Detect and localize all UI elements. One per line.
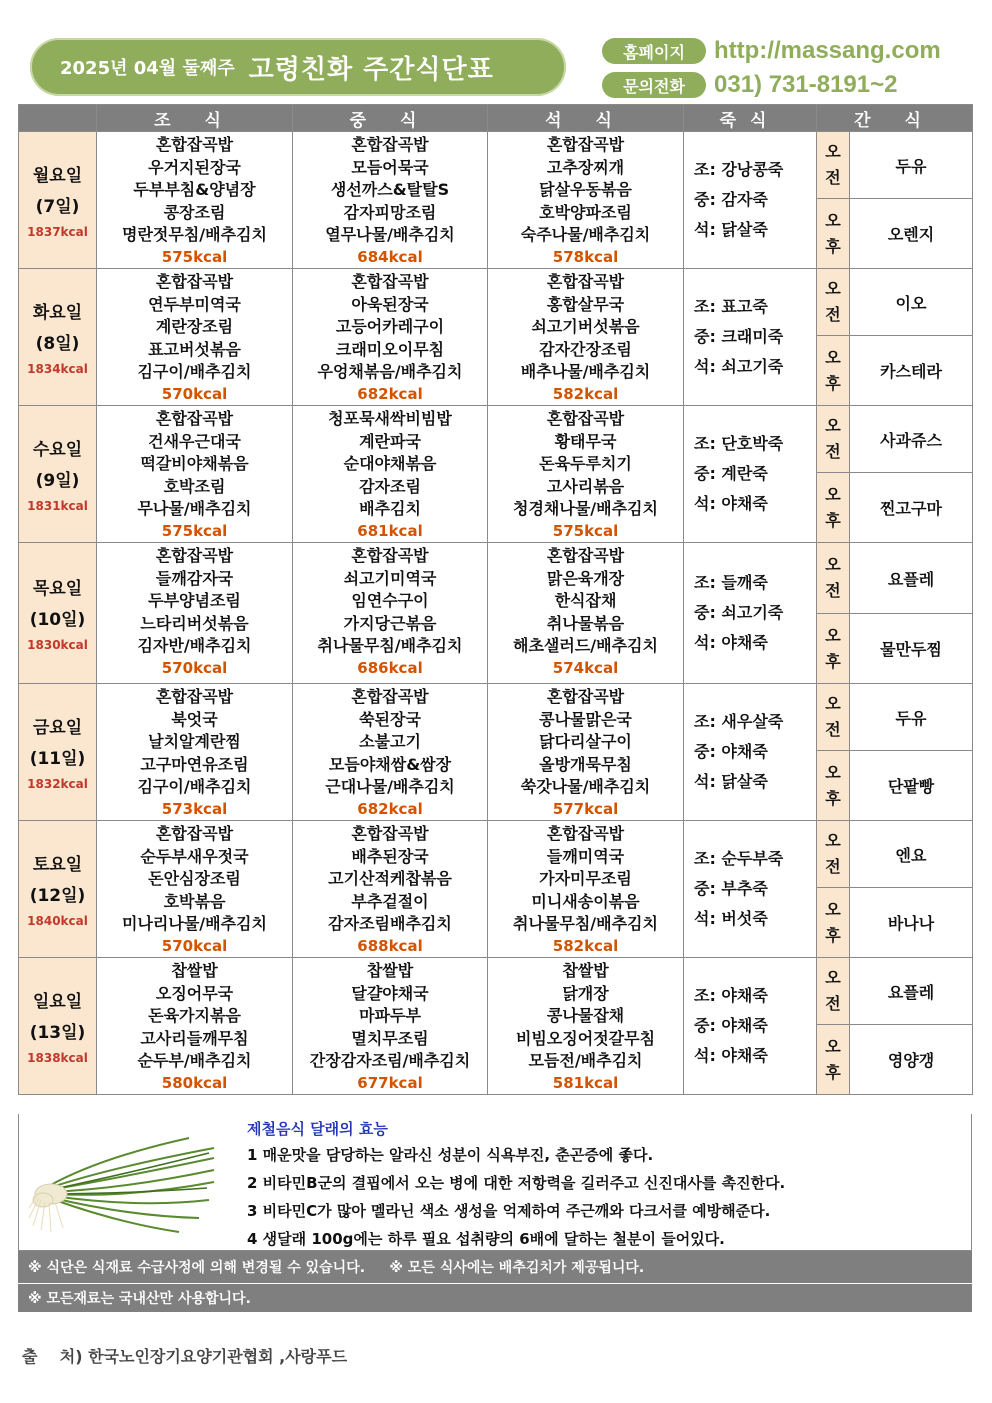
snack-pm: 물만두찜 [850,614,973,684]
menu-item: 혼합잡곡밥 [546,546,625,565]
day-name: 월요일 [32,166,83,186]
header-blank [19,105,97,132]
day-row-am [19,269,973,336]
dinner-cell [488,132,684,269]
pm-label [817,336,850,406]
table-header [19,105,973,132]
notice-text-1: ※ 식단은 식재료 수급사정에 의해 변경될 수 있습니다. ※ 모든 식사에는 배추김치가 제공됩니다. [28,1260,645,1276]
header-porridge: 죽식 [684,105,817,132]
lunch-cell [293,821,488,958]
breakfast-cell [97,958,293,1095]
menu-item: 쑥갓나물/배추김치 [520,777,651,796]
day-row-am [19,684,973,751]
day-cell [19,132,97,269]
meal-kcal: 582kcal [552,384,619,403]
menu-item: 북엇국 [171,709,218,729]
info-line: 1 매운맛을 담당하는 알라신 성분이 식욕부진, 춘곤증에 좋다. [247,1146,654,1164]
porridge-item: 중: 쇠고기죽 [694,603,784,622]
porridge-cell [684,543,817,684]
menu-item: 크래미오이무침 [335,339,445,359]
title-week: 2025년 04월 둘째주 [60,58,235,79]
menu-item: 혼합잡곡밥 [155,546,234,565]
meal-kcal: 570kcal [161,936,228,955]
porridge-item: 조: 들깨죽 [694,573,768,592]
menu-item: 콩나물잡채 [546,1006,625,1025]
notice-text-2: ※ 모든재료는 국내산만 사용합니다. [28,1291,251,1307]
menu-item: 고사리볶음 [546,476,625,496]
homepage-link[interactable]: http://massang.com [714,37,941,64]
menu-item: 모듬야채쌈&쌈장 [328,754,452,774]
menu-item: 쇠고기미역국 [343,568,437,588]
am-label-text: 오 전 [825,694,841,739]
day-cell [19,684,97,821]
menu-item: 호박볶음 [163,891,226,911]
menu-item: 가지당근볶음 [343,613,437,633]
menu-item: 마파두부 [359,1006,421,1025]
am-label-text: 오 전 [825,279,841,324]
day-row-am [19,132,973,199]
menu-item: 찹쌀밥 [171,961,218,980]
meal-kcal: 575kcal [161,521,228,540]
menu-item: 아욱된장국 [351,294,429,314]
porridge-item: 석: 버섯죽 [694,909,768,928]
menu-item: 두부양념조림 [148,591,241,610]
notice-line-2 [18,1284,972,1312]
menu-item: 미나리나물/배추김치 [122,914,267,933]
meal-kcal: 684kcal [357,247,423,266]
am-label-text: 오 전 [825,142,841,187]
menu-item: 한식잡채 [554,591,617,610]
porridge-item: 중: 감자죽 [694,190,768,209]
snack-pm: 찐고구마 [850,473,973,543]
meal-kcal: 682kcal [357,384,423,403]
porridge-item: 석: 닭살죽 [694,772,768,791]
am-label [817,543,850,614]
menu-item: 순대야채볶음 [343,454,437,473]
menu-item: 혼합잡곡밥 [351,546,429,565]
pm-label [817,199,850,269]
am-label-text: 오 전 [825,968,841,1013]
menu-item: 가자미무조림 [539,869,632,888]
porridge-item: 조: 표고죽 [694,297,768,316]
menu-item: 우엉채볶음/배추김치 [317,362,463,381]
lunch-cell [293,684,488,821]
menu-item: 해초샐러드/배추김치 [513,636,658,655]
menu-item: 오징어무국 [155,983,234,1003]
lunch-cell [293,132,488,269]
porridge-cell [684,132,817,269]
porridge-item: 중: 야채죽 [694,742,768,761]
dinner-cell [488,543,684,684]
lunch-cell [293,269,488,406]
menu-item: 계란장조림 [155,317,234,336]
meal-kcal: 686kcal [357,658,423,677]
info-line: 3 비타민C가 많아 멜라닌 색소 생성을 억제하여 주근깨와 다크서클 예방해준다. [247,1202,771,1220]
menu-item: 혼합잡곡밥 [351,135,429,154]
porridge-item: 조: 야채죽 [694,986,768,1005]
porridge-item: 석: 쇠고기죽 [694,357,784,376]
menu-item: 건새우근대국 [148,431,241,451]
meal-kcal: 581kcal [552,1073,619,1092]
menu-item: 쑥된장국 [359,709,421,729]
menu-item: 미니새송이볶음 [531,891,640,911]
day-kcal: 1838kcal [27,1051,88,1065]
menu-item: 고구마연유조림 [140,754,249,774]
pm-label [817,1025,850,1095]
snack-am: 요플레 [850,958,973,1025]
menu-item: 김자반/배추김치 [137,636,252,655]
source-credit: 출 처) 한국노인장기요양기관협회 ,사랑푸드 [22,1347,348,1366]
menu-item: 혼합잡곡밥 [351,272,429,291]
pm-label [817,473,850,543]
menu-item: 소불고기 [359,732,421,751]
pm-label-text: 오 후 [825,1036,841,1082]
breakfast-cell [97,821,293,958]
meal-kcal: 575kcal [552,521,619,540]
day-name: 목요일 [32,579,83,599]
menu-item: 명란젓무침/배추김치 [122,225,267,244]
menu-item: 두부부침&양념장 [133,180,256,199]
menu-item: 멸치무조림 [351,1028,429,1048]
notice-line-1 [18,1251,972,1283]
menu-item: 쇠고기버섯볶음 [531,317,640,336]
phone-label: 문의전화 [602,72,706,98]
menu-item: 맑은육개장 [546,568,625,588]
day-kcal: 1834kcal [27,362,88,376]
title-banner [30,38,566,96]
menu-item: 비빔오징어젓갈무침 [515,1028,656,1048]
header-lunch: 중 식 [293,105,488,132]
menu-item: 숙주나물/배추김치 [520,225,651,244]
menu-item: 임연수구이 [351,591,429,610]
menu-item: 표고버섯볶음 [148,339,241,359]
menu-item: 근대나물/배추김치 [325,777,455,796]
meal-kcal: 688kcal [357,936,423,955]
menu-item: 홍합살무국 [546,294,625,314]
seasonal-food-info [18,1114,972,1251]
wild-chive-image [29,1128,219,1238]
day-cell [19,958,97,1095]
info-line: 4 생달래 100g에는 하루 필요 섭취량의 6배에 달하는 철분이 들어있다. [247,1230,725,1248]
breakfast-cell [97,684,293,821]
pm-label-text: 오 후 [825,347,841,393]
porridge-item: 중: 계란죽 [694,464,768,483]
menu-item: 고추장찌개 [546,157,625,177]
snack-am: 두유 [850,132,973,199]
day-date: (8일) [35,334,80,354]
menu-item: 고사리들깨무침 [140,1028,249,1048]
dinner-cell [488,821,684,958]
snack-pm: 영양갱 [850,1025,973,1095]
pm-label-text: 오 후 [825,484,841,530]
day-row-am [19,406,973,473]
header-dinner: 석 식 [488,105,684,132]
info-line: 2 비타민B군의 결핍에서 오는 병에 대한 저항력을 길러주고 신진대사를 촉진한다. [247,1174,786,1192]
porridge-cell [684,821,817,958]
porridge-cell [684,406,817,543]
menu-item: 콩나물맑은국 [539,709,632,729]
meal-kcal: 570kcal [161,384,228,403]
breakfast-cell [97,406,293,543]
am-label [817,821,850,888]
day-row-am [19,821,973,888]
phone-number: 031) 731-8191~2 [714,71,898,98]
menu-item: 부추겉절이 [351,891,429,911]
menu-item: 계란파국 [359,431,421,451]
snack-am: 엔요 [850,821,973,888]
menu-item: 찹쌀밥 [366,961,414,980]
pm-label-text: 오 후 [825,210,841,256]
porridge-item: 중: 부추죽 [694,879,768,898]
day-date: (7일) [35,197,80,217]
menu-item: 모듬전/배추김치 [528,1051,643,1070]
porridge-item: 석: 야채죽 [694,633,768,652]
breakfast-cell [97,543,293,684]
menu-item: 닭다리살구이 [539,732,632,751]
menu-item: 열무나물/배추김치 [325,225,455,244]
meal-kcal: 582kcal [552,936,619,955]
dinner-cell [488,406,684,543]
meal-kcal: 570kcal [161,658,228,677]
am-label [817,269,850,336]
menu-item: 청포묵새싹비빔밥 [328,409,452,428]
weekly-menu-table [18,104,973,1095]
day-name: 수요일 [32,440,83,460]
menu-item: 취나물볶음 [546,613,625,633]
day-kcal: 1831kcal [27,499,88,513]
menu-item: 취나물무침/배추김치 [513,914,658,933]
porridge-cell [684,958,817,1095]
day-name: 토요일 [32,855,83,875]
porridge-item: 석: 닭살죽 [694,220,768,239]
day-date: (11일) [29,749,86,769]
menu-item: 느타리버섯볶음 [140,613,249,633]
meal-kcal: 574kcal [552,658,619,677]
day-name: 화요일 [32,303,83,323]
menu-item: 혼합잡곡밥 [546,824,625,843]
menu-item: 떡갈비야채볶음 [140,454,249,473]
menu-item: 혼합잡곡밥 [155,824,234,843]
menu-item: 혼합잡곡밥 [546,409,625,428]
menu-item: 날치알계란찜 [148,732,241,751]
menu-item: 혼합잡곡밥 [546,135,625,154]
menu-item: 찹쌀밥 [562,961,609,980]
lunch-cell [293,543,488,684]
menu-item: 들깨미역국 [546,846,625,866]
snack-am: 요플레 [850,543,973,614]
lunch-cell [293,958,488,1095]
meal-kcal: 682kcal [357,799,423,818]
menu-item: 고등어카레구이 [335,317,445,336]
day-kcal: 1837kcal [27,225,88,239]
menu-item: 순두부새우젓국 [140,846,249,866]
meal-kcal: 677kcal [357,1073,423,1092]
day-kcal: 1830kcal [27,638,88,652]
porridge-cell [684,684,817,821]
porridge-item: 석: 야채죽 [694,1046,768,1065]
menu-item: 혼합잡곡밥 [155,687,234,706]
porridge-item: 중: 야채죽 [694,1016,768,1035]
porridge-item: 석: 야채죽 [694,494,768,513]
dinner-cell [488,958,684,1095]
day-date: (13일) [29,1023,86,1043]
dinner-cell [488,269,684,406]
day-row-am [19,543,973,614]
menu-item: 배추된장국 [351,846,429,866]
menu-item: 감자조림배추김치 [328,914,452,933]
breakfast-cell [97,132,293,269]
day-date: (12일) [29,886,86,906]
day-name: 금요일 [32,718,83,738]
header-breakfast: 조 식 [97,105,293,132]
header-snack: 간 식 [817,105,973,132]
day-kcal: 1832kcal [27,777,88,791]
snack-pm: 단팥빵 [850,751,973,821]
meal-kcal: 580kcal [161,1073,228,1092]
info-title: 제철음식 달래의 효능 [247,1120,388,1138]
am-label-text: 오 전 [825,555,841,600]
porridge-cell [684,269,817,406]
day-cell [19,269,97,406]
pm-label [817,751,850,821]
meal-kcal: 577kcal [552,799,619,818]
menu-item: 청경채나물/배추김치 [513,499,658,518]
menu-item: 닭개장 [562,983,609,1003]
snack-pm: 바나나 [850,888,973,958]
pm-label-text: 오 후 [825,762,841,808]
meal-kcal: 681kcal [357,521,423,540]
contact-info [602,36,941,104]
menu-item: 호박양파조림 [539,202,632,222]
am-label [817,684,850,751]
menu-item: 김구이/배추김치 [137,777,252,796]
day-cell [19,406,97,543]
menu-item: 돈육가지볶음 [148,1006,241,1025]
pm-label-text: 오 후 [825,625,841,671]
breakfast-cell [97,269,293,406]
snack-am: 두유 [850,684,973,751]
dinner-cell [488,684,684,821]
menu-item: 혼합잡곡밥 [351,687,429,706]
menu-item: 혼합잡곡밥 [546,272,625,291]
menu-item: 배추김치 [359,499,421,518]
menu-item: 감자간장조림 [539,339,632,359]
phone-row [602,70,941,100]
homepage-row [602,36,941,66]
day-name: 일요일 [32,992,83,1012]
menu-item: 닭살우동볶음 [539,180,632,199]
porridge-item: 조: 새우살죽 [694,712,784,731]
menu-item: 취나물무침/배추김치 [317,636,463,655]
day-date: (9일) [35,471,80,491]
menu-item: 돈안심장조림 [148,869,241,888]
lunch-cell [293,406,488,543]
menu-item: 간장감자조림/배추김치 [309,1051,471,1070]
day-kcal: 1840kcal [27,914,88,928]
am-label [817,958,850,1025]
menu-item: 연두부미역국 [148,294,241,314]
menu-item: 고기산적케찹볶음 [328,869,452,888]
porridge-item: 조: 단호박죽 [694,434,784,453]
day-date: (10일) [29,610,86,630]
menu-item: 호박조림 [163,476,226,496]
pm-label [817,888,850,958]
menu-item: 우거지된장국 [148,157,241,177]
menu-item: 혼합잡곡밥 [155,135,234,154]
pm-label-text: 오 후 [825,899,841,945]
menu-item: 콩장조림 [163,202,226,222]
porridge-item: 조: 강낭콩죽 [694,160,784,179]
meal-kcal: 578kcal [552,247,619,266]
page-title: 고령친화 주간식단표 [248,54,494,85]
menu-item: 김구이/배추김치 [137,362,252,381]
snack-pm: 오렌지 [850,199,973,269]
day-cell [19,821,97,958]
menu-item: 들깨감자국 [155,568,234,588]
menu-item: 무나물/배추김치 [137,499,252,518]
menu-item: 혼합잡곡밥 [546,687,625,706]
homepage-label: 홈페이지 [602,38,706,64]
menu-item: 모듬어묵국 [351,157,429,177]
meal-kcal: 573kcal [161,799,228,818]
meal-kcal: 575kcal [161,247,228,266]
snack-am: 이오 [850,269,973,336]
snack-pm: 카스테라 [850,336,973,406]
porridge-item: 중: 크래미죽 [694,327,784,346]
menu-item: 감자조림 [359,476,421,496]
menu-item: 순두부/배추김치 [137,1051,252,1070]
menu-item: 달걀야채국 [351,983,429,1003]
am-label [817,132,850,199]
menu-item: 혼합잡곡밥 [155,272,234,291]
snack-am: 사과쥬스 [850,406,973,473]
day-row-am [19,958,973,1025]
porridge-item: 조: 순두부죽 [694,849,784,868]
menu-item: 감자피망조림 [343,202,437,222]
menu-item: 황태무국 [554,431,617,451]
pm-label [817,614,850,684]
day-cell [19,543,97,684]
menu-item: 돈육두루치기 [539,454,632,473]
menu-item: 생선까스&탈탈S [330,180,450,199]
menu-item: 배추나물/배추김치 [520,362,651,381]
menu-item: 혼합잡곡밥 [155,409,234,428]
menu-item: 올방개묵무침 [539,754,632,774]
am-label-text: 오 전 [825,831,841,876]
am-label [817,406,850,473]
am-label-text: 오 전 [825,416,841,461]
menu-item: 혼합잡곡밥 [351,824,429,843]
